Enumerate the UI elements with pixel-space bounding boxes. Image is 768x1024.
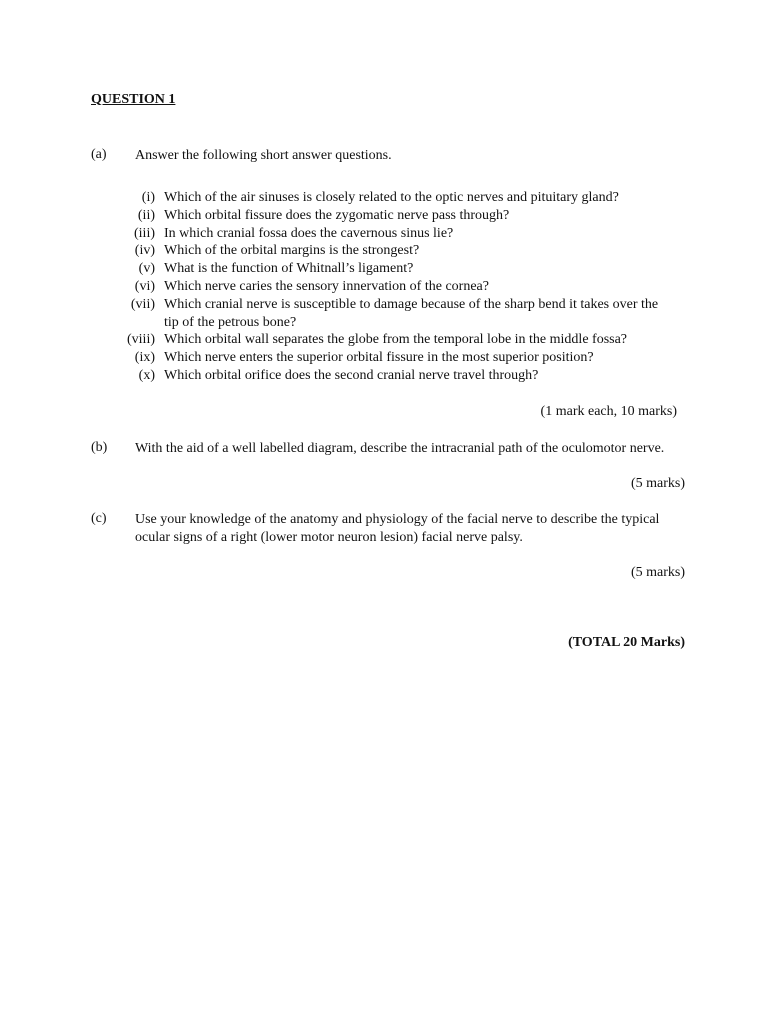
list-item — [100, 367, 700, 385]
part-a-marks: (1 mark each, 10 marks) — [540, 404, 677, 419]
part-c-label: (c) — [91, 511, 107, 526]
question-number: (x) — [138, 367, 155, 383]
list-item — [100, 225, 700, 243]
question-number: (iii) — [134, 225, 155, 241]
question-text: Which of the air sinuses is closely related to the optic nerves and pituitary gland? — [164, 190, 619, 205]
part-a-intro: Answer the following short answer questions. — [135, 148, 392, 163]
question-number: (vii) — [130, 296, 155, 312]
question-text: Which cranial nerve is susceptible to damage because of the sharp bend it takes over the tip of the petrous bone? — [164, 296, 659, 330]
question-number: (ii) — [137, 207, 155, 223]
question-text: Which orbital fissure does the zygomatic nerve pass through? — [164, 207, 510, 223]
question-number: (v) — [138, 261, 155, 277]
question-number: (vi) — [134, 278, 155, 294]
part-a-label: (a) — [91, 147, 107, 162]
list-item — [100, 242, 700, 260]
list-item — [100, 189, 700, 207]
question-number: (ix) — [134, 350, 155, 366]
list-item — [100, 331, 700, 349]
question-text: Which of the orbital margins is the strongest? — [164, 243, 420, 259]
question-heading: QUESTION 1 — [91, 92, 176, 107]
list-item — [100, 278, 700, 296]
part-b-label: (b) — [91, 440, 108, 455]
question-text: What is the function of Whitnall’s ligament? — [164, 261, 414, 277]
list-item — [100, 349, 700, 367]
question-text: Which nerve caries the sensory innervation of the cornea? — [164, 278, 489, 294]
question-text: Which orbital orifice does the second cranial nerve travel through? — [164, 367, 539, 383]
part-c-marks: (5 marks) — [630, 565, 685, 580]
question-number: (i) — [141, 190, 155, 205]
part-b-text: With the aid of a well labelled diagram, describe the intracranial path of the oculomotor nerve. — [135, 441, 665, 456]
list-item — [100, 296, 700, 332]
part-c-text: Use your knowledge of the anatomy and physiology of the facial nerve to describe the typical ocular signs of a right (lower motor neuron lesion) facial nerve palsy. — [135, 512, 660, 545]
question-number: (iv) — [134, 243, 155, 259]
part-b-marks: (5 marks) — [630, 476, 685, 491]
list-item — [100, 207, 700, 225]
list-item — [100, 260, 700, 278]
question-number: (viii) — [127, 332, 155, 348]
short-answer-list — [100, 189, 700, 385]
question-text: In which cranial fossa does the cavernous sinus lie? — [164, 225, 454, 241]
question-text: Which orbital wall separates the globe from the temporal lobe in the middle fossa? — [164, 332, 628, 348]
total-marks: (TOTAL 20 Marks) — [568, 635, 685, 650]
question-text: Which nerve enters the superior orbital fissure in the most superior position? — [164, 350, 594, 366]
